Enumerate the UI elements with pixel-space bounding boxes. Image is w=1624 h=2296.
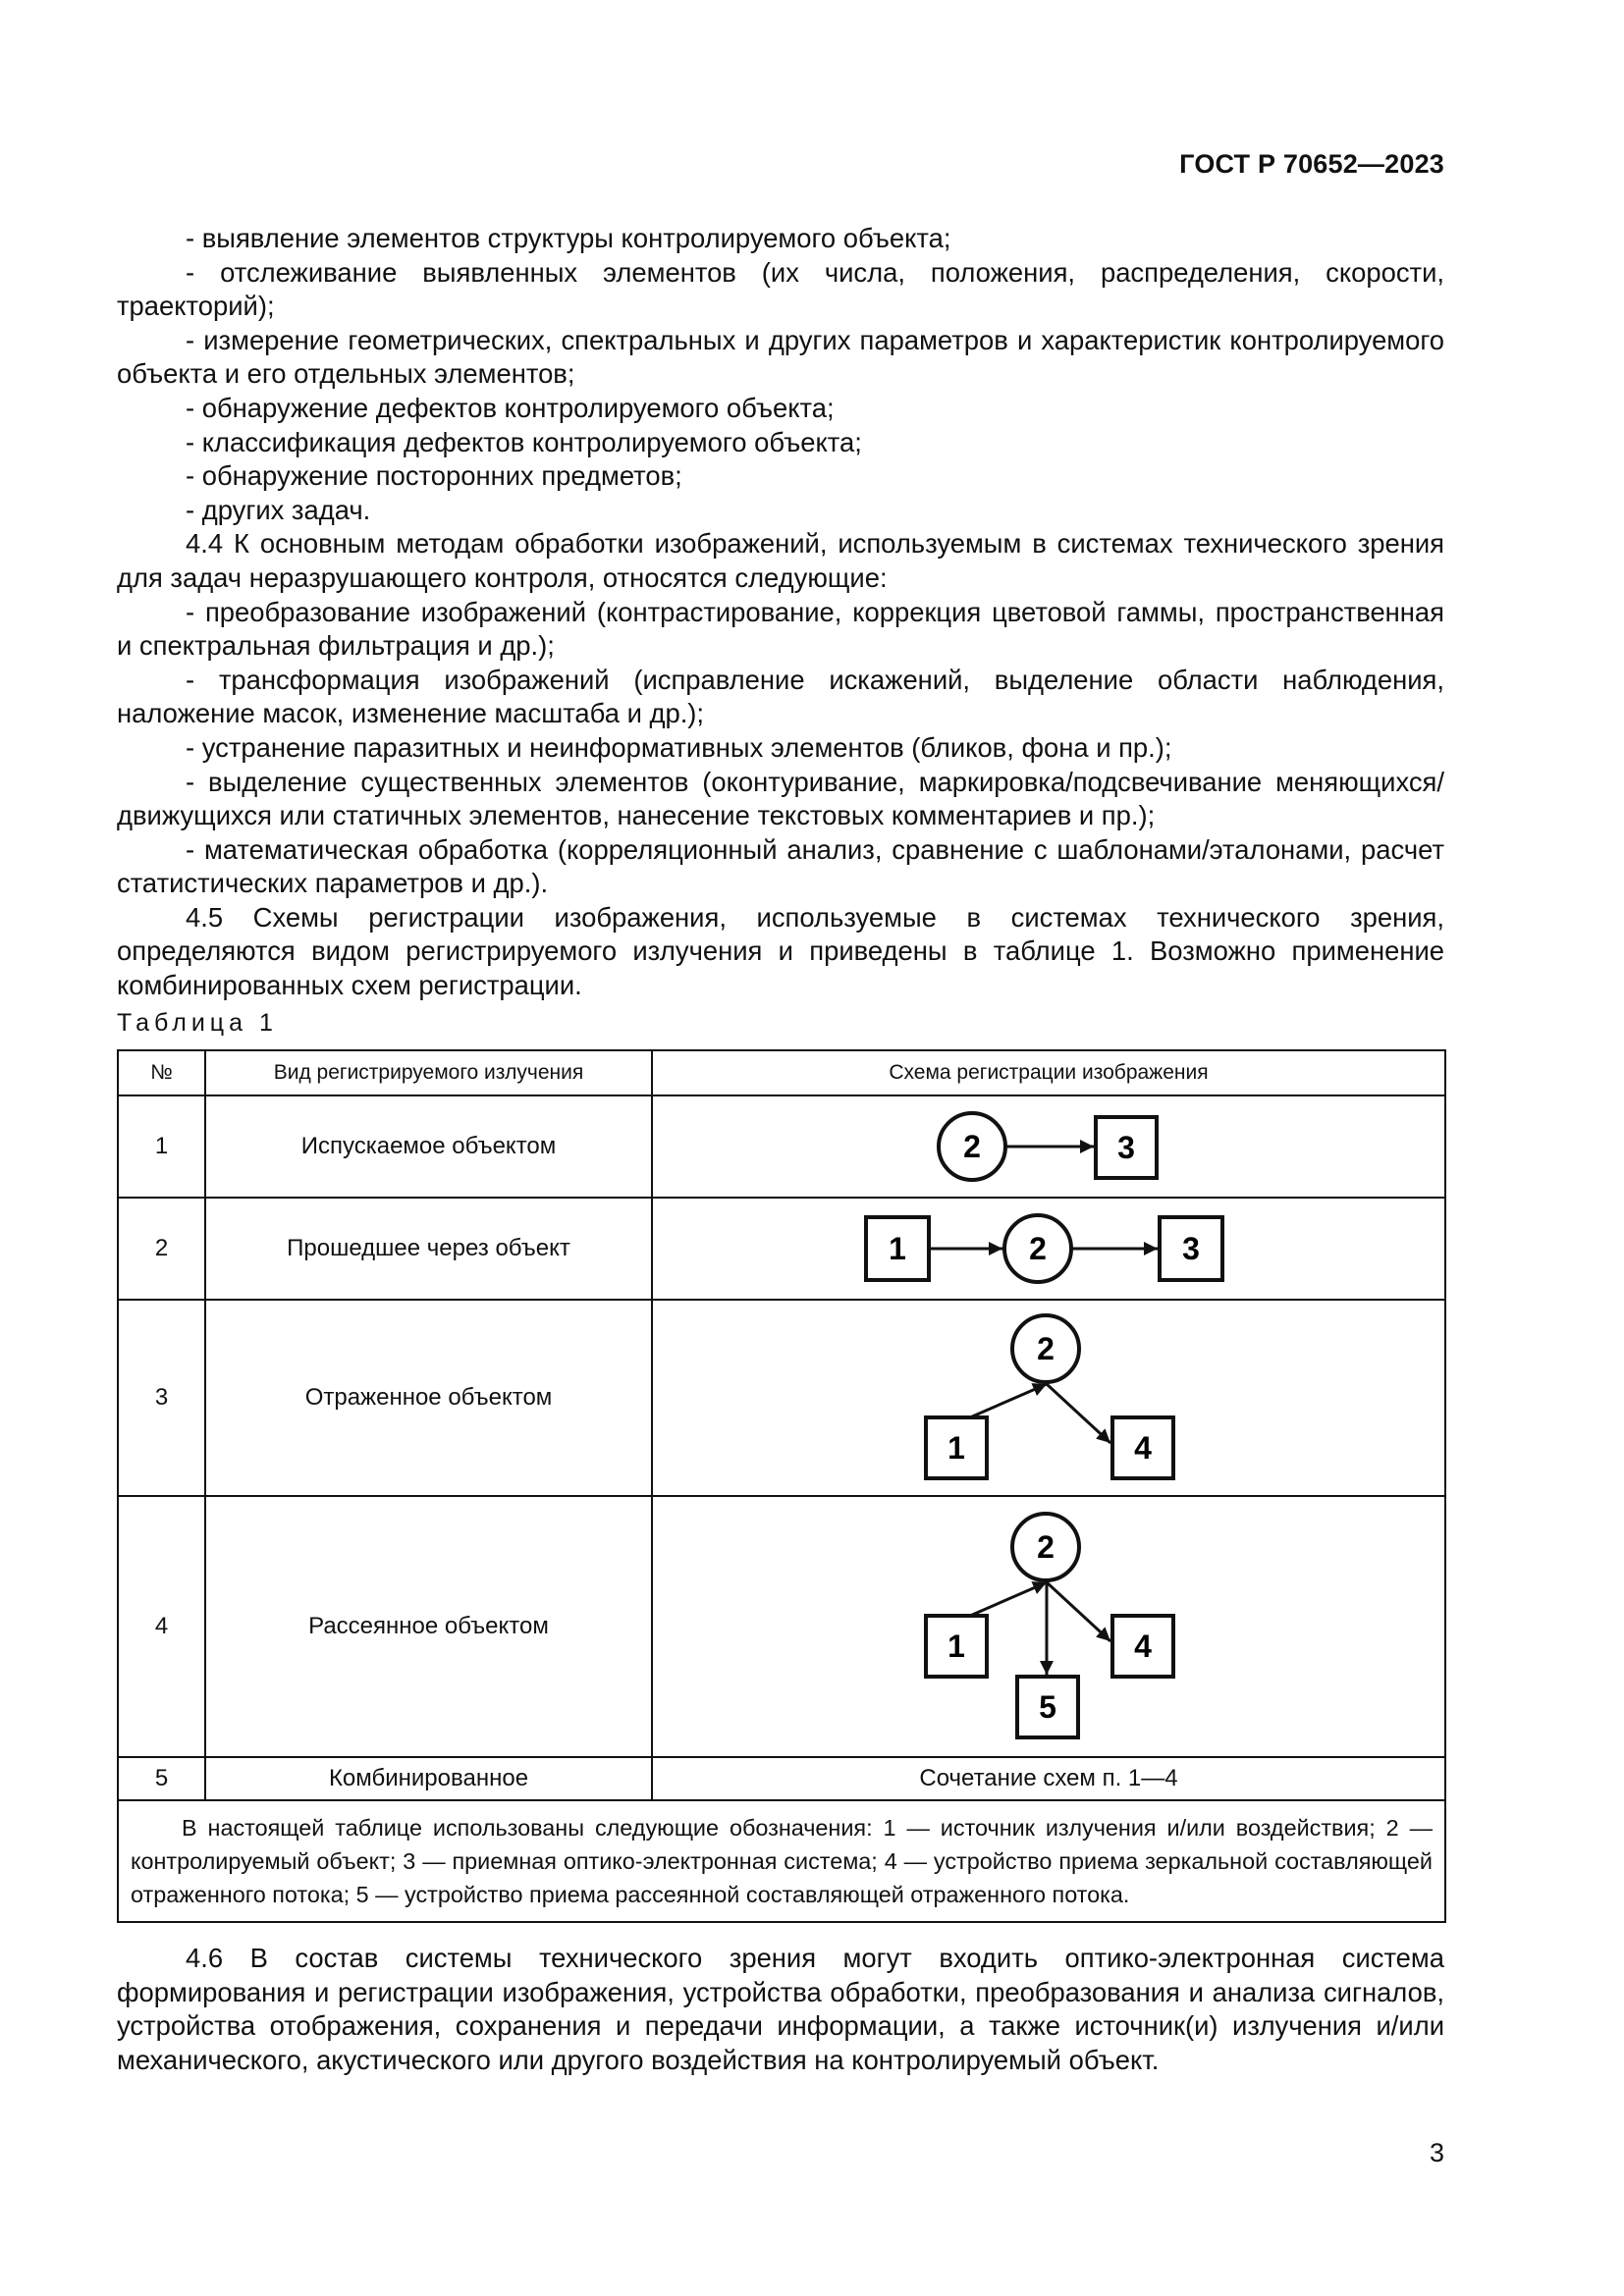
paragraph: - классификация дефектов контролируемого объекта; <box>186 426 862 457</box>
row-radiation-type: Отраженное объектом <box>205 1300 652 1496</box>
paragraph: - обнаружение посторонних предметов; <box>186 460 682 492</box>
scheme-diagram-4 <box>653 1498 1446 1755</box>
row-radiation-type: Испускаемое объектом <box>205 1095 652 1198</box>
row-number: 1 <box>118 1095 205 1198</box>
table-note-text: В настоящей таблице использованы следующие обозначения: 1 — источник излучения и/или воздействия; 2 — контролируемый объект; 3 — приемная оптико-электронная система; 4 — устройство приема зеркальной составляющей отраженного потока; 5 — устройство приема рассеянной составляющей отраженного потока. <box>131 1815 1433 1907</box>
header-scheme: Схема регистрации изображения <box>652 1050 1445 1095</box>
table-header-row <box>118 1050 1445 1095</box>
body-text-after-table <box>117 1942 1444 2077</box>
node-label: 2 <box>963 1129 981 1164</box>
paragraph: - измерение геометрических, спектральных и других параметров и характеристик контролируемого объекта и его отдельных элементов; <box>117 324 1444 390</box>
paragraph: 4.6 В состав системы технического зрения могут входить оптико-электронная система формирования и регистрации изображения, устройства обработки, преобразования и анализа сигналов, устройства отображения, сохранения и передачи информации, а также источник(и) излучения и/или механического, акустического или другого воздействия на контролируемый объект. <box>117 1943 1444 2075</box>
paragraph: - обнаружение дефектов контролируемого объекта; <box>186 392 835 423</box>
paragraph: - преобразование изображений (контрастирование, коррекция цветовой гаммы, пространственная и спектральная фильтрация и др.); <box>117 596 1444 662</box>
table-note-row <box>118 1800 1445 1922</box>
row-scheme <box>652 1198 1445 1300</box>
node-label: 1 <box>889 1231 906 1266</box>
row-scheme <box>652 1496 1445 1757</box>
header-number: № <box>118 1050 205 1095</box>
table-note <box>118 1800 1445 1922</box>
registration-schemes-table <box>117 1049 1446 1923</box>
scheme-diagram-2 <box>653 1200 1446 1298</box>
row-scheme <box>652 1095 1445 1198</box>
node-label: 2 <box>1037 1529 1055 1565</box>
document-id: ГОСТ Р 70652—2023 <box>1179 149 1444 179</box>
paragraph: 4.4 К основным методам обработки изображений, используемым в системах технического зрения для задач неразрушающего контроля, относятся следующие: <box>117 528 1444 593</box>
paragraph: 4.5 Схемы регистрации изображения, используемые в системах технического зрения, определяются видом регистрируемого излучения и приведены в таблице 1. Возможно применение комбинированных схем регистрации. <box>117 901 1444 1001</box>
row-scheme <box>652 1300 1445 1496</box>
node-label: 3 <box>1117 1130 1135 1165</box>
node-label: 3 <box>1182 1231 1200 1266</box>
row-radiation-type: Рассеянное объектом <box>205 1496 652 1757</box>
paragraph: - трансформация изображений (исправление искажений, выделение области наблюдения, наложение масок, изменение масштаба и др.); <box>117 664 1444 729</box>
node-label: 2 <box>1029 1231 1047 1266</box>
row-number: 5 <box>118 1757 205 1800</box>
paragraph: - отслеживание выявленных элементов (их числа, положения, распределения, скорости, траекторий); <box>117 256 1444 322</box>
row-radiation-type: Комбинированное <box>205 1757 652 1800</box>
table-row <box>118 1757 1445 1800</box>
table-row <box>118 1198 1445 1300</box>
paragraph: - математическая обработка (корреляционный анализ, сравнение с шаблонами/эталонами, расчет статистических параметров и др.). <box>117 833 1444 899</box>
node-label: 4 <box>1134 1430 1152 1466</box>
scheme-diagram-3 <box>653 1302 1446 1494</box>
body-text-before-table <box>117 222 1444 1003</box>
row-scheme-text: Сочетание схем п. 1—4 <box>652 1757 1445 1800</box>
arrow <box>1047 1582 1110 1641</box>
node-label: 1 <box>947 1430 965 1466</box>
row-number: 2 <box>118 1198 205 1300</box>
scheme-diagram-1 <box>653 1097 1446 1196</box>
paragraph: - других задач. <box>186 494 371 525</box>
row-number: 3 <box>118 1300 205 1496</box>
table-caption: Таблица 1 <box>117 1009 278 1037</box>
header-radiation-type: Вид регистрируемого излучения <box>205 1050 652 1095</box>
arrow <box>970 1384 1047 1417</box>
table-row <box>118 1095 1445 1198</box>
paragraph: - выявление элементов структуры контролируемого объекта; <box>186 223 951 253</box>
table-row <box>118 1496 1445 1757</box>
table-row <box>118 1300 1445 1496</box>
row-radiation-type: Прошедшее через объект <box>205 1198 652 1300</box>
row-number: 4 <box>118 1496 205 1757</box>
node-label: 2 <box>1037 1331 1055 1366</box>
node-label: 5 <box>1039 1689 1056 1725</box>
arrow <box>1047 1384 1110 1443</box>
page-number: 3 <box>1429 2138 1444 2167</box>
paragraph: - выделение существенных элементов (оконтуривание, маркировка/подсвечивание меняющихся/движущихся или статичных элементов, нанесение текстовых комментариев и пр.); <box>117 766 1444 831</box>
arrow <box>970 1582 1047 1616</box>
paragraph: - устранение паразитных и неинформативных элементов (бликов, фона и пр.); <box>186 731 1172 763</box>
node-label: 1 <box>947 1629 965 1664</box>
node-label: 4 <box>1134 1629 1152 1664</box>
